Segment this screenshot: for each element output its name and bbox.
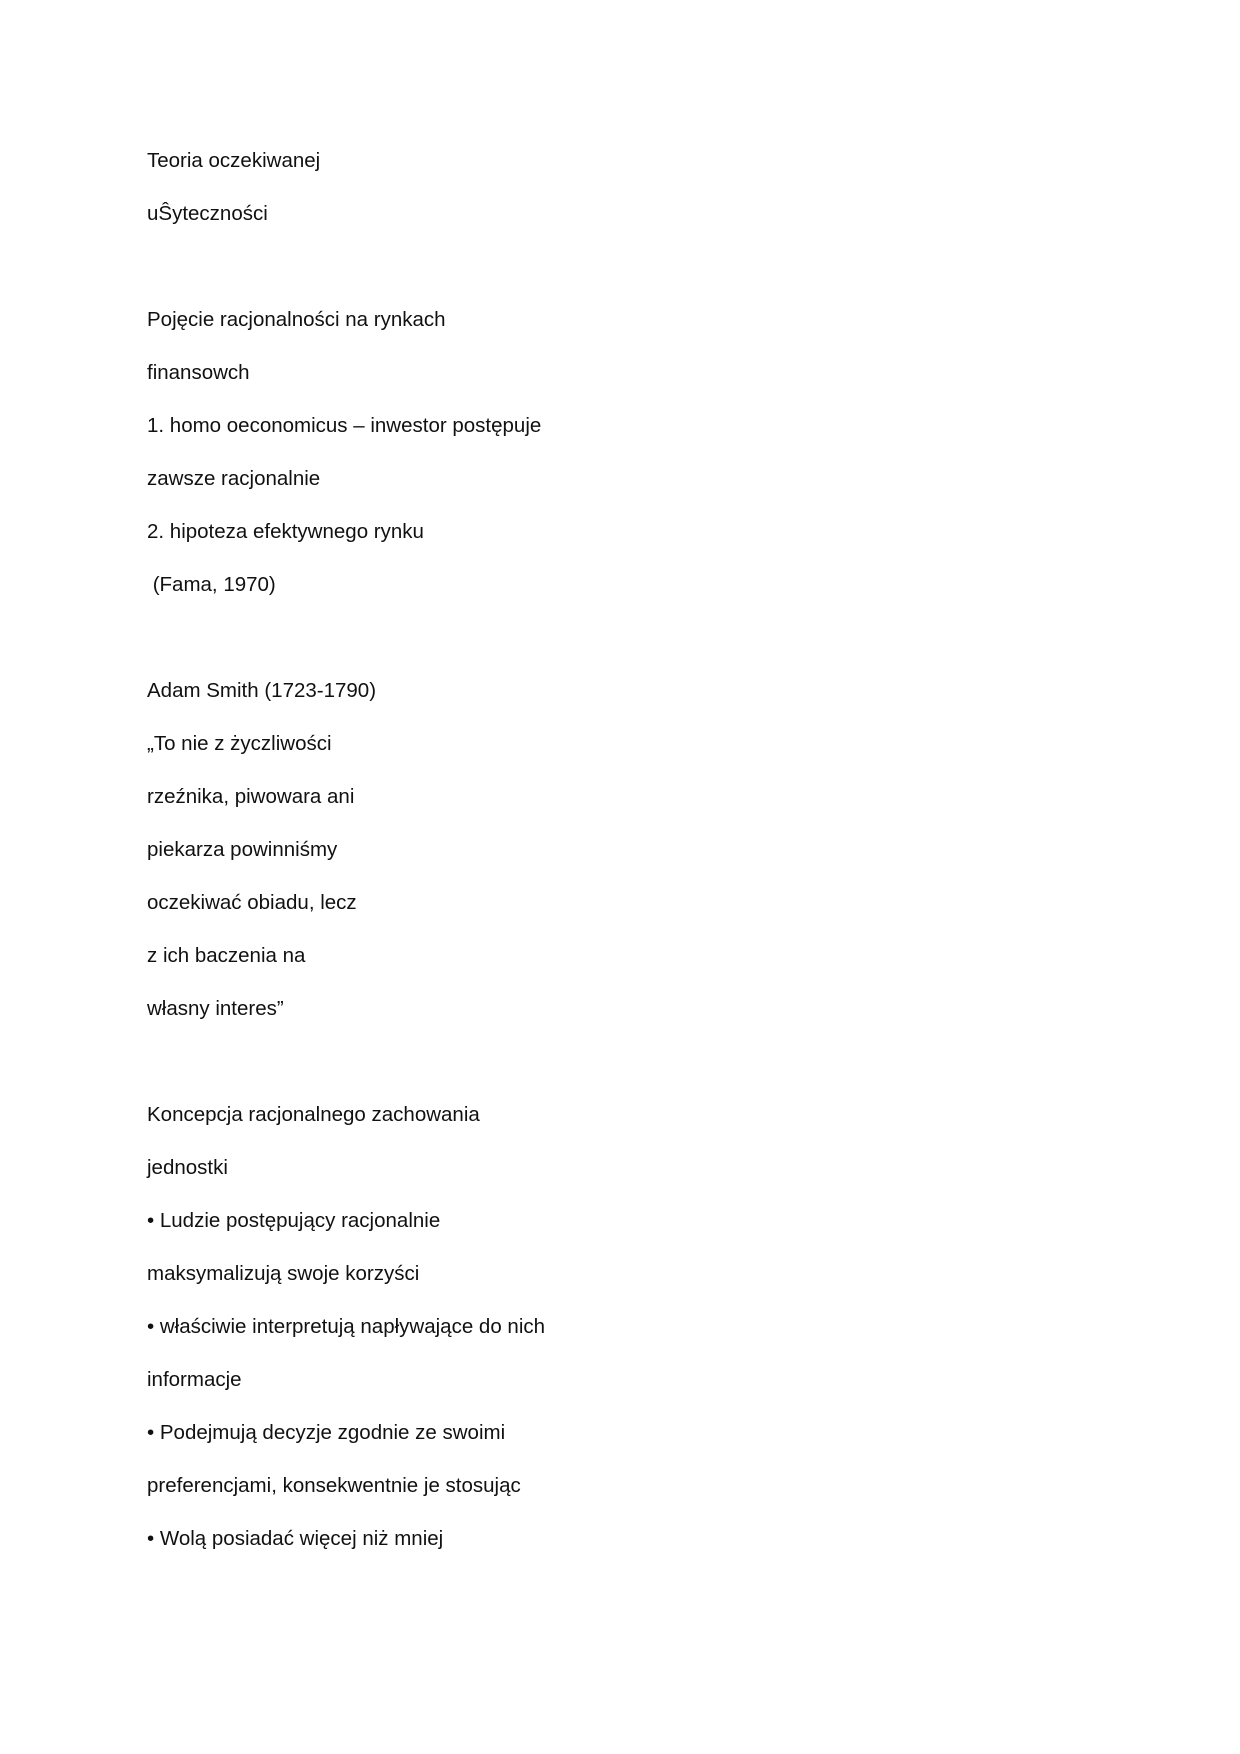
section-heading-concept: Koncepcja racjonalnego zachowania xyxy=(147,1103,480,1126)
quote-line: piekarza powinniśmy xyxy=(147,838,338,861)
blank-line xyxy=(147,1043,847,1096)
quote-line: rzeźnika, piwowara ani xyxy=(147,785,355,808)
bullet-item: • Podejmują decyzje zgodnie ze swoimi xyxy=(147,1421,506,1444)
blank-line xyxy=(147,619,847,672)
quote-line: własny interes” xyxy=(147,997,284,1020)
quote-line: „To nie z życzliwości xyxy=(147,732,332,755)
bullet-item: • właściwie interpretują napływające do nich xyxy=(147,1315,546,1338)
section-heading-concept-cont: jednostki xyxy=(147,1156,228,1179)
section-heading-rationality: Pojęcie racjonalności na rynkach xyxy=(147,308,446,331)
document-title-line-1: Teoria oczekiwanej xyxy=(147,149,321,172)
list-item-1-cont: zawsze racjonalnie xyxy=(147,467,321,490)
bullet-item-cont: preferencjami, konsekwentnie je stosując xyxy=(147,1474,521,1497)
list-item-1: 1. homo oeconomicus – inwestor postępuje xyxy=(147,414,542,437)
quote-line: z ich baczenia na xyxy=(147,944,306,967)
list-item-2: 2. hipoteza efektywnego rynku xyxy=(147,520,424,543)
blank-line xyxy=(147,248,847,301)
bullet-item-cont: maksymalizują swoje korzyści xyxy=(147,1262,420,1285)
section-heading-rationality-cont: finansowch xyxy=(147,361,250,384)
bullet-item-cont: informacje xyxy=(147,1368,242,1391)
document-body xyxy=(147,142,847,1573)
list-item-2-cont: (Fama, 1970) xyxy=(147,573,276,596)
bullet-item: • Wolą posiadać więcej niż mniej xyxy=(147,1527,444,1550)
bullet-item: • Ludzie postępujący racjonalnie xyxy=(147,1209,441,1232)
quote-line: oczekiwać obiadu, lecz xyxy=(147,891,357,914)
document-title-line-2: uŜyteczności xyxy=(147,202,268,225)
quote-author: Adam Smith (1723-1790) xyxy=(147,679,377,702)
